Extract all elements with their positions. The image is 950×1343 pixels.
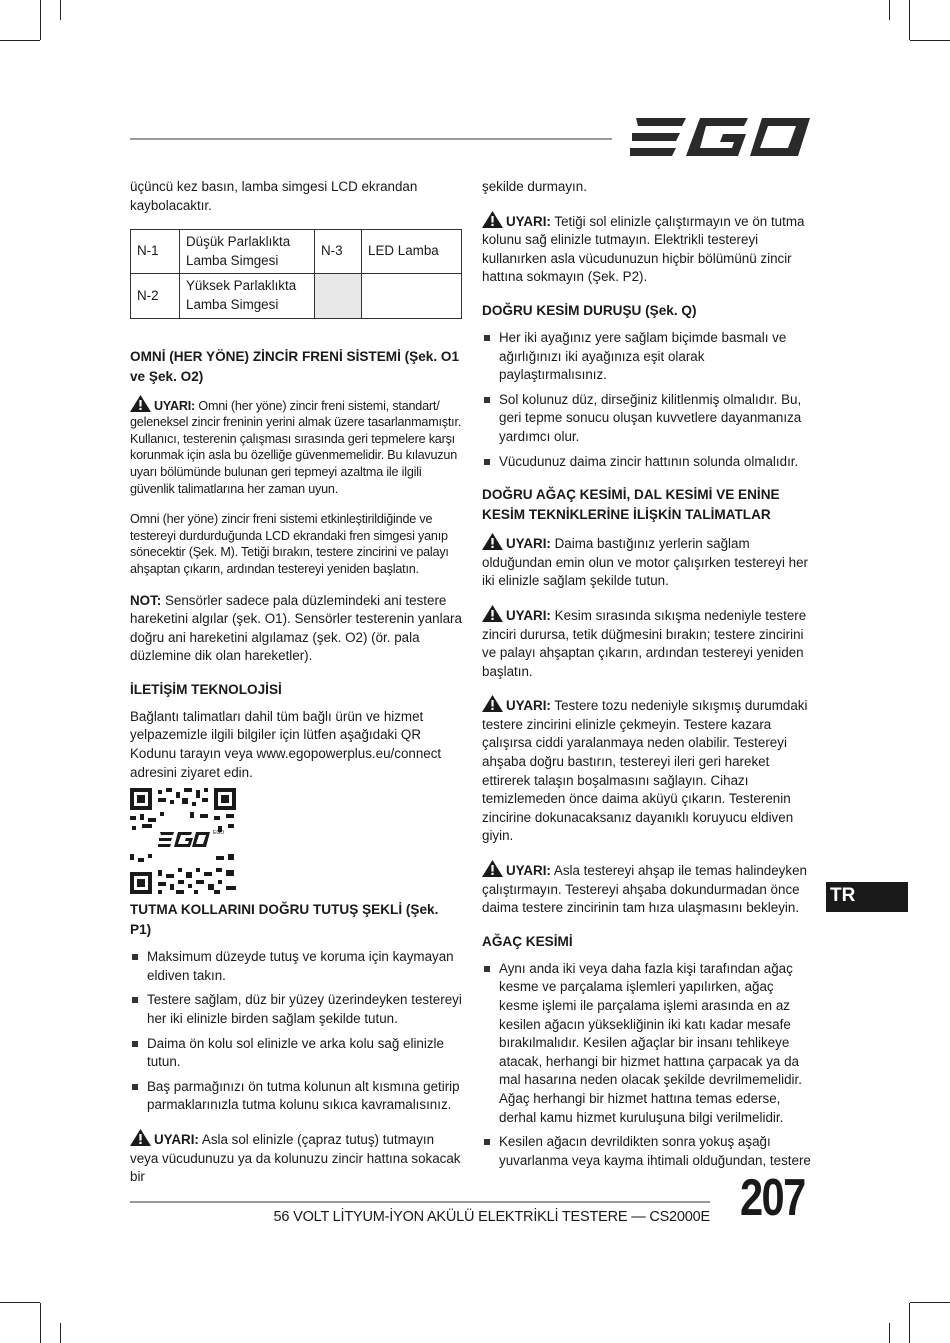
list-item: Testere sağlam, düz bir yüzey üzerindeyken testereyi her iki elinizle birden sağlam şekilde tutun. xyxy=(130,991,462,1028)
warning-text: Asla testereyi ahşap ile temas halindeyken çalıştırmayın. Testereyi ahşaba dokundurmadan önce daima testere zincirinin tam hıza ulaşmasını bekleyin. xyxy=(482,863,807,916)
warning-paragraph xyxy=(482,605,814,681)
table-row xyxy=(131,274,462,318)
note-paragraph xyxy=(130,592,462,666)
warning-icon xyxy=(482,695,503,712)
warning-label: UYARI: xyxy=(154,1132,199,1147)
warning-text: Tetiği sol elinizle çalıştırmayın ve ön tutma kolunu sağ elinizle tutmayın. Elektrikli testereyi kullanırken asla vücudunuzun hiçbir bölümünü zincir hattına sokmayın (Şek. P2). xyxy=(482,213,805,285)
footer-rule xyxy=(130,1201,710,1203)
felling-heading: AĞAÇ KESİMİ xyxy=(482,933,573,949)
list-item: Maksimum düzeyde tutuş ve koruma için kaymayan eldiven takın. xyxy=(130,948,462,985)
table-cell: LED Lamba xyxy=(362,230,462,274)
handle-warning xyxy=(130,1129,462,1187)
comm-text: Bağlantı talimatları dahil tüm bağlı ürün ve hizmet yelpazemizle ilgili bilgiler için lütfen aşağıdaki QR Kodunu tarayın veya www.egopowerplus.eu/connect adresini ziyaret edin. xyxy=(130,708,442,780)
ego-logo xyxy=(628,114,814,160)
table-cell-empty xyxy=(315,274,362,318)
warning-paragraph xyxy=(482,211,814,287)
warning-text: Asla sol elinizle (çapraz tutuş) tutmayın veya vücudunuzu ya da kolunuzu zincir hattına sokacak bir xyxy=(130,1132,461,1185)
table-row xyxy=(131,230,462,274)
stance-list xyxy=(482,329,814,471)
warning-paragraph xyxy=(482,860,814,918)
felling-list xyxy=(482,960,814,1171)
table-cell-empty xyxy=(362,274,462,318)
warning-icon xyxy=(130,395,151,412)
note-text: Sensörler sadece pala düzlemindeki ani testere hareketini algılar (şek. O1). Sensörler testerenin yanlara doğru ani hareketini algılamaz (şek. O2) (ör. pala düzlemine dik olan hareketler). xyxy=(130,592,462,664)
table-cell: N-1 xyxy=(131,230,180,274)
continuation-text: şekilde durmayın. xyxy=(482,179,587,194)
warning-label: UYARI: xyxy=(154,398,196,413)
omni-heading: OMNİ (HER YÖNE) ZİNCİR FRENİ SİSTEMİ (Şek. O1 ve Şek. O2) xyxy=(130,348,460,384)
list-item: Baş parmağınızı ön tutma kolunun alt kısmına getirip parmaklarınızla tutma kolunu sıkıca kavramalısınız. xyxy=(130,1078,462,1115)
language-code: TR xyxy=(830,885,856,906)
omni-paragraph: Omni (her yöne) zincir freni sistemi etkinleştirildiğinde ve testereyi durdurduğunda LCD ekrandaki fren simgesi yanıp sönecektir (Şek. M). Tetiği bırakın, testere zincirini ve palayı ahşaptan çıkarın, ardından testereyi yeniden başlatın. xyxy=(130,512,449,576)
table-cell: Düşük Parlaklıkta Lamba Simgesi xyxy=(180,230,315,274)
footer-title: 56 VOLT LİTYUM-İYON AKÜLÜ ELEKTRİKLİ TESTERE — CS2000E xyxy=(273,1209,710,1225)
crop-mark xyxy=(910,40,950,41)
list-item: Vücudunuz daima zincir hattının solunda olmalıdır. xyxy=(482,453,814,472)
qr-code xyxy=(130,788,236,894)
list-item: Aynı anda iki veya daha fazla kişi tarafından ağaç kesme ve parçalama işlemleri yapılırken, ağaç kesme işlemi ile parçalama işlemi arasında en az kesilen ağacın yüksekliğinin iki katı kadar mesafe bırakılmalıdır. Kesilen ağaçlar bir insanı tehlikeye atacak, herhangi bir hizmet hattına çarpacak ya da mal hasarına neden olacak şekilde devrilmemelidir. Ağaç herhangi bir hizmet hattına temas ederse, derhal kamu hizmet kuruluşuna bilgi verilmelidir. xyxy=(482,960,814,1127)
table-cell: N-2 xyxy=(131,274,180,318)
icon-table xyxy=(130,229,462,318)
header-rule xyxy=(130,138,612,140)
crop-mark xyxy=(0,40,40,41)
page-number: 207 xyxy=(740,1169,805,1227)
warning-text: Daima bastığınız yerlerin sağlam olduğundan emin olun ve motor çalışırken testereyi her iki elinizle sağlam şekilde tutun. xyxy=(482,536,809,589)
left-column xyxy=(130,178,462,1201)
warning-icon xyxy=(482,211,503,228)
warning-text: Testere tozu nedeniyle sıkışmış durumdaki testere zincirini elinizle çekmeyin. Testere kazara çalışırsa ciddi yaralanmaya neden olabilir. Testereyi ahşaba doğru bastırın, testereyi ileri geri hareket ettirerek talaşın boşalmasını sağlayın. Cihazı temizlemeden önce daima aküyü çıkarın. Testerenin zincirine dokunacaksanız dayanıklı koruyucu eldiven giyin. xyxy=(482,698,808,844)
comm-heading: İLETİŞİM TEKNOLOJİSİ xyxy=(130,681,282,697)
crop-mark xyxy=(889,0,890,20)
intro-text: üçüncü kez basın, lamba simgesi LCD ekrandan kaybolacaktır. xyxy=(130,179,418,213)
crop-mark xyxy=(0,1302,40,1303)
warning-icon xyxy=(482,860,503,877)
warning-icon xyxy=(482,533,503,550)
qr-logo-text: EGO xyxy=(213,830,225,837)
list-item: Daima ön kolu sol elinizle ve arka kolu sağ elinizle tutun. xyxy=(130,1035,462,1072)
crop-mark xyxy=(889,1323,890,1343)
handle-list xyxy=(130,948,462,1115)
crop-mark xyxy=(909,1303,910,1343)
instructions-heading: DOĞRU AĞAÇ KESİMİ, DAL KESİMİ VE ENİNE KESİM TEKNİKLERİNE İLİŞKİN TALİMATLAR xyxy=(482,487,780,523)
right-column xyxy=(482,178,814,1184)
table-cell: N-3 xyxy=(315,230,362,274)
omni-warning xyxy=(130,395,462,498)
list-item: Kesilen ağacın devrildikten sonra yokuş aşağı yuvarlanma veya kayma ihtimali olduğundan, testere xyxy=(482,1133,814,1170)
warning-text: Kesim sırasında sıkışma nedeniyle testere zinciri durursa, tetik düğmesini bırakın; testere zincirini ve palayı ahşaptan çıkarın, ardından testereyi yeniden başlatın. xyxy=(482,607,807,679)
note-label: NOT: xyxy=(130,592,162,608)
warning-text: Omni (her yöne) zincir freni sistemi, standart/ geleneksel zincir freninin yerini almak üzere tasarlanmamıştır. Kullanıcı, testerenin çalışması sırasında geri tepmelere karşı korunmak için asla bu özelliğe güvenmemelidir. Bu kılavuzun uyarı bölümünde bulunan geri tepmeyi azaltma ile ilgili güvenlik talimatlarına her zaman uyun. xyxy=(130,398,462,496)
table-cell: Yüksek Parlaklıkta Lamba Simgesi xyxy=(180,274,315,318)
crop-mark xyxy=(40,1303,41,1343)
crop-mark xyxy=(910,1302,950,1303)
crop-mark xyxy=(60,0,61,20)
warning-label: UYARI: xyxy=(506,607,551,623)
warning-icon xyxy=(130,1129,151,1146)
crop-mark xyxy=(909,0,910,40)
crop-mark xyxy=(60,1323,61,1343)
warning-label: UYARI: xyxy=(506,698,551,714)
warning-icon xyxy=(482,605,503,622)
warning-label: UYARI: xyxy=(506,536,551,552)
list-item: Sol kolunuz düz, dirseğiniz kilitlenmiş olmalıdır. Bu, geri tepme sonucu oluşan kuvvetlere dayanmanıza yardımcı olur. xyxy=(482,391,814,447)
warning-paragraph xyxy=(482,695,814,846)
warning-label: UYARI: xyxy=(506,213,551,229)
stance-heading: DOĞRU KESİM DURUŞU (Şek. Q) xyxy=(482,302,697,318)
handle-heading: TUTMA KOLLARINI DOĞRU TUTUŞ ŞEKLİ (Şek. P1) xyxy=(130,902,439,938)
warning-paragraph xyxy=(482,533,814,591)
crop-mark xyxy=(40,0,41,40)
list-item: Her iki ayağınız yere sağlam biçimde basmalı ve ağırlığınızı iki ayağınıza eşit olarak paylaştırmalısınız. xyxy=(482,329,814,385)
warning-label: UYARI: xyxy=(506,863,551,879)
language-tab xyxy=(826,882,908,912)
